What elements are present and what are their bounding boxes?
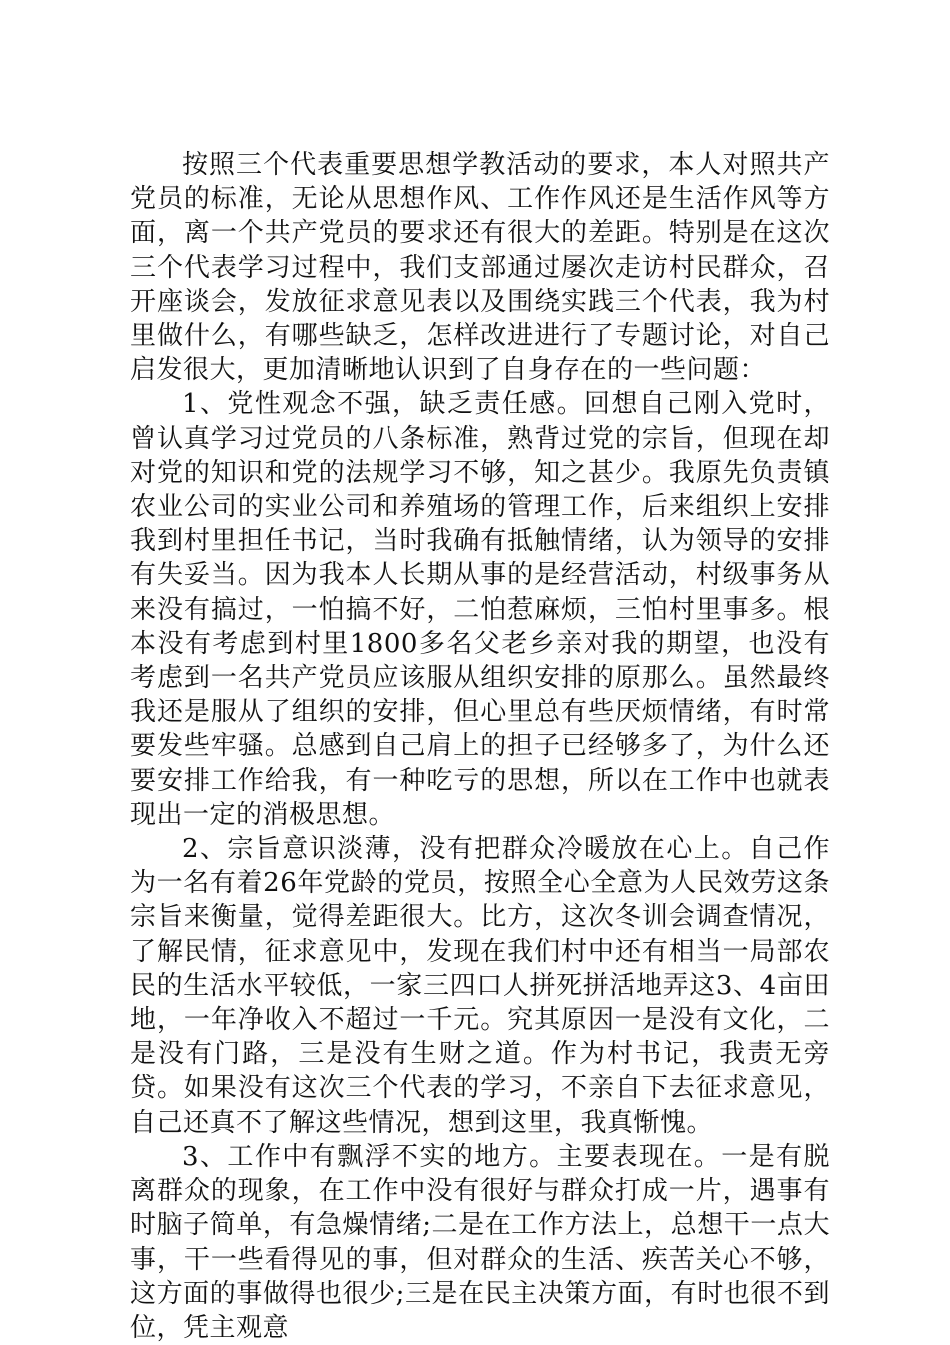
paragraph-point-2: 2、宗旨意识淡薄，没有把群众冷暖放在心上。自己作为一名有着26年党龄的党员，按照全心全意为人民效劳这条宗旨来衡量，觉得差距很大。比方，这次冬训会调查情况，了解民情，征求意见中，发现在我们村中还有相当一局部农民的生活水平较低，一家三四口人拼死拼活地弄这3、4亩田地，一年净收入不超过一千元。究其原因一是没有文化，二是没有门路，三是没有生财之道。作为村书记，我责无旁贷。如果没有这次三个代表的学习，不亲自下去征求意见，自己还真不了解这些情况，想到这里，我真惭愧。	[130, 834, 830, 1138]
paragraph-point-3: 3、工作中有飘浮不实的地方。主要表现在。一是有脱离群众的现象，在工作中没有很好与群众打成一片，遇事有时脑子简单，有急燥情绪;二是在工作方法上，总想干一点大事，干一些看得见的事，但对群众的生活、疾苦关心不够，这方面的事做得也很少;三是在民主决策方面，有时也很不到位，凭主观意	[130, 1141, 830, 1343]
paragraph-intro: 按照三个代表重要思想学教活动的要求，本人对照共产党员的标准，无论从思想作风、工作作风还是生活作风等方面，离一个共产党员的要求还有很大的差距。特别是在这次三个代表学习过程中，我们支部通过屡次走访村民群众，召开座谈会，发放征求意见表以及围绕实践三个代表，我为村里做什么，有哪些缺乏，怎样改进进行了专题讨论，对自己启发很大，更加清晰地认识到了自身存在的一些问题：	[130, 150, 830, 386]
document-body	[130, 148, 830, 1345]
paragraph-point-1: 1、党性观念不强，缺乏责任感。回想自己刚入党时，曾认真学习过党员的八条标准，熟背过党的宗旨，但现在却对党的知识和党的法规学习不够，知之甚少。我原先负责镇农业公司的实业公司和养殖场的管理工作，后来组织上安排我到村里担任书记，当时我确有抵触情绪，认为领导的安排有失妥当。因为我本人长期从事的是经营活动，村级事务从来没有搞过，一怕搞不好，二怕惹麻烦，三怕村里事多。根本没有考虑到村里1800多名父老乡亲对我的期望，也没有考虑到一名共产党员应该服从组织安排的原那么。虽然最终我还是服从了组织的安排，但心里总有些厌烦情绪，有时常要发些牢骚。总感到自己肩上的担子已经够多了，为什么还要安排工作给我，有一种吃亏的思想，所以在工作中也就表现出一定的消极思想。	[130, 389, 830, 830]
